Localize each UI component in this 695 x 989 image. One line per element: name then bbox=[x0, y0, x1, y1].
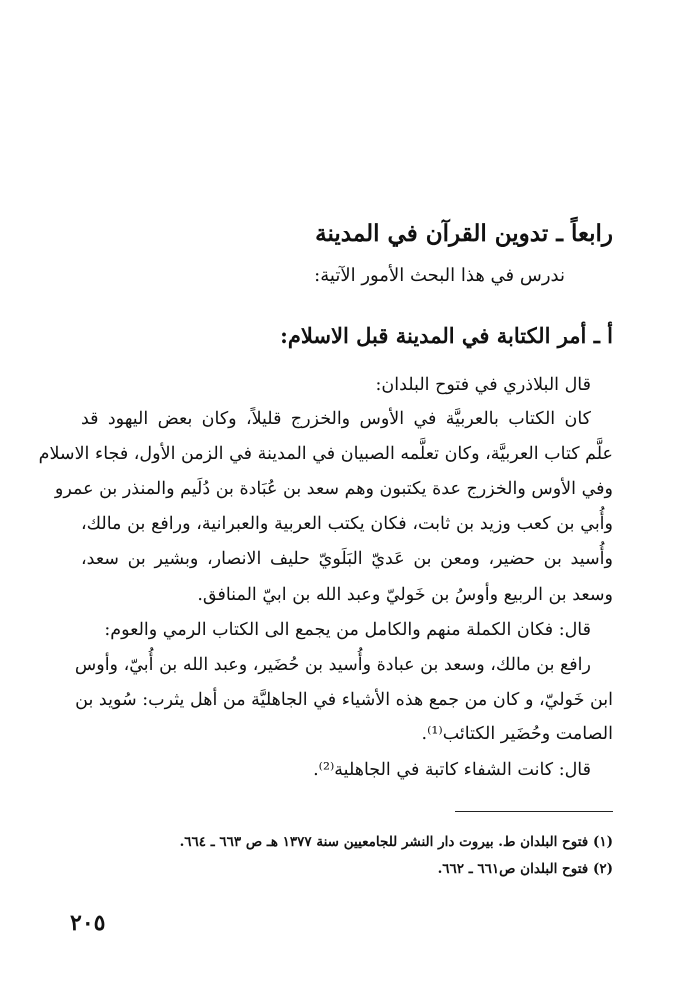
page-number: ٢٠٥ bbox=[70, 910, 106, 936]
footnote-2: (٢) فتوح البلدان ص٦٦١ ـ ٦٦٢. bbox=[437, 861, 613, 877]
paragraph-line: قال: فكان الكملة منهم والكامل من يجمع الى الكتاب الرمي والعوم: bbox=[104, 620, 591, 640]
paragraph-line: رافع بن مالك، وسعد بن عبادة وأُسيد بن حُضَير، وعبد الله بن أُبيّ، وأوس bbox=[74, 655, 591, 675]
paragraph-line: كان الكتاب بالعربيَّة في الأوس والخزرج قليلاً، وكان بعض اليهود قد bbox=[81, 409, 591, 429]
paragraph-line: وأُبي بن كعب وزيد بن ثابت، فكان يكتب العربية والعبرانية، ورافع بن مالك، bbox=[81, 514, 613, 534]
paragraph-line: الصامت وحُضَير الكتائب⁽¹⁾. bbox=[421, 724, 613, 744]
section-heading: رابعاً ـ تدوين القرآن في المدينة bbox=[315, 220, 613, 247]
footnote-1: (١) فتوح البلدان ط. بيروت دار النشر للجامعيين سنة ١٣٧٧ هـ ص ٦٦٣ ـ ٦٦٤. bbox=[179, 834, 613, 850]
paragraph-line: وفي الأوس والخزرج عدة يكتبون وهم سعد بن عُبَادة بن دُلَيم والمنذر بن عمرو bbox=[54, 479, 613, 499]
intro-text: ندرس في هذا البحث الأمور الآتية: bbox=[314, 265, 565, 286]
paragraph-line: وأُسيد بن حضير، ومعن بن عَديّ البَلَويّ حليف الانصار، وبشير بن سعد، bbox=[81, 549, 613, 569]
paragraph-line: وسعد بن الربيع وأوسُ بن خَوليّ وعبد الله بن ابيّ المنافق. bbox=[197, 585, 613, 605]
subsection-heading: أ ـ أمر الكتابة في المدينة قبل الاسلام: bbox=[280, 323, 613, 348]
paragraph-line: ابن خَوليّ، و كان من جمع هذه الأشياء في الجاهليَّة من أهل يثرب: سُويد بن bbox=[75, 690, 613, 710]
paragraph-line: قال البلاذري في فتوح البلدان: bbox=[375, 375, 591, 395]
paragraph-line: علَّم كتاب العربيَّة، وكان تعلَّمه الصبيان في المدينة في الزمن الأول، فجاء الاسلام bbox=[38, 444, 613, 464]
paragraph-line: قال: كانت الشفاء كاتبة في الجاهلية⁽²⁾. bbox=[313, 760, 591, 780]
footnote-divider bbox=[455, 811, 613, 812]
